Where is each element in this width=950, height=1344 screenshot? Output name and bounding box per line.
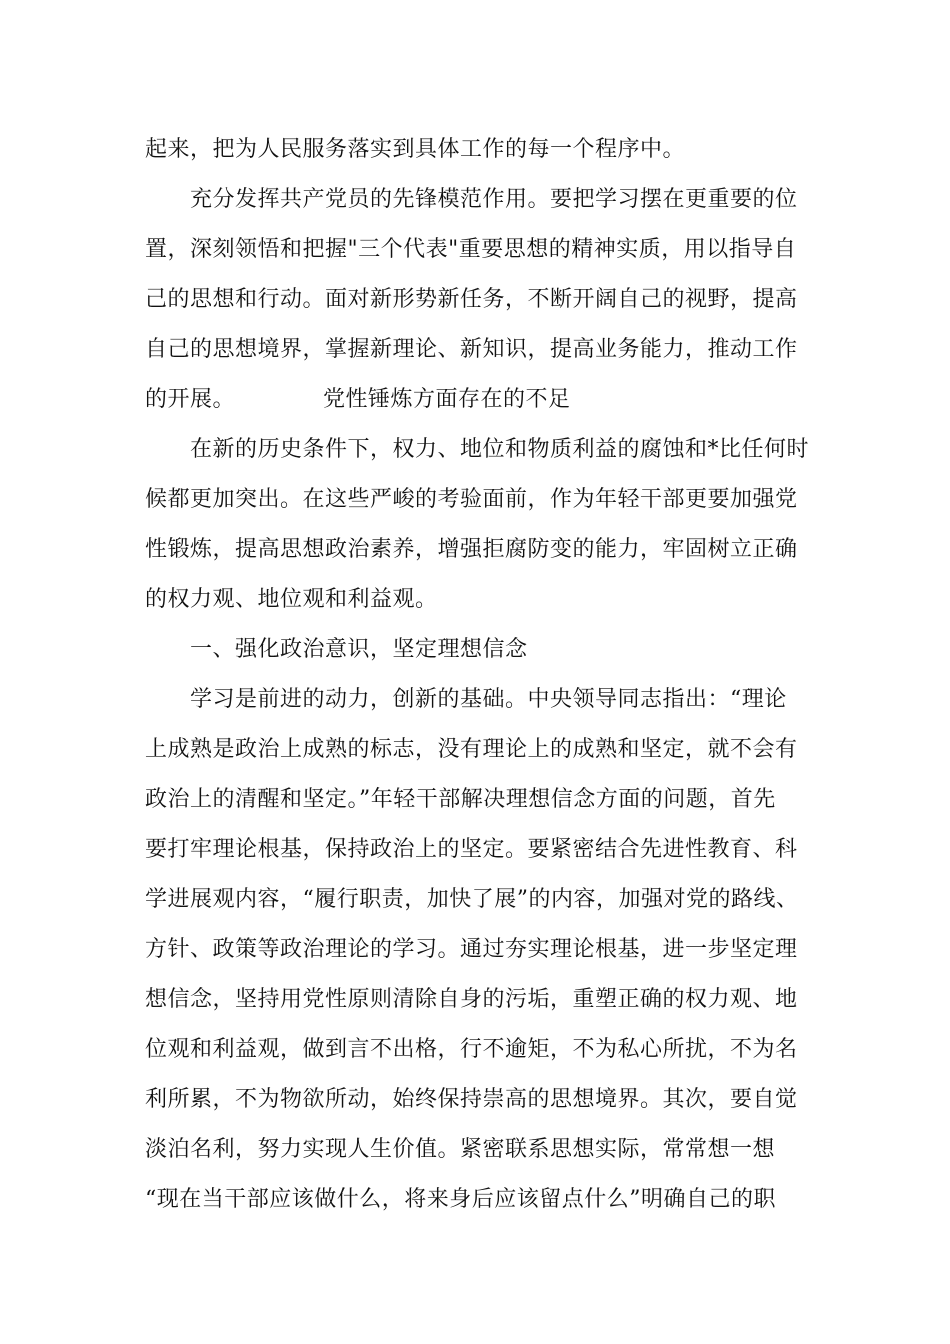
text-fragment: 的开展。 xyxy=(145,387,236,412)
text-line: 性锻炼，提高思想政治素养，增强拒腐防变的能力，牢固树立正确 xyxy=(145,537,798,562)
text-line: 位观和利益观，做到言不出格，行不逾矩，不为私心所扰，不为名 xyxy=(145,1037,798,1062)
text-line: 利所累，不为物欲所动，始终保持崇高的思想境界。其次，要自觉 xyxy=(145,1087,798,1112)
text-line: 上成熟是政治上成熟的标志，没有理论上的成熟和坚定，就不会有 xyxy=(145,737,798,762)
text-line: 自己的思想境界，掌握新理论、新知识，提高业务能力，推动工作 xyxy=(145,337,798,362)
text-line: 己的思想和行动。面对新形势新任务，不断开阔自己的视野，提高 xyxy=(145,287,798,312)
text-line: 淡泊名利，努力实现人生价值。紧密联系思想实际，常常想一想 xyxy=(145,1137,776,1162)
text-line: 置，深刻领悟和把握"三个代表"重要思想的精神实质，用以指导自 xyxy=(145,237,797,262)
text-line: “现在当干部应该做什么，将来身后应该留点什么”明确自己的职 xyxy=(145,1187,776,1212)
paragraph-start: 充分发挥共产党员的先锋模范作用。要把学习摆在更重要的位 xyxy=(190,187,798,212)
inline-heading: 党性锤炼方面存在的不足 xyxy=(323,387,571,412)
text-line: 方针、政策等政治理论的学习。通过夯实理论根基，进一步坚定理 xyxy=(145,937,798,962)
paragraph-start: 在新的历史条件下，权力、地位和物质利益的腐蚀和*比任何时 xyxy=(190,437,810,462)
paragraph-start: 学习是前进的动力，创新的基础。中央领导同志指出：“理论 xyxy=(190,687,787,712)
text-line: 起来，把为人民服务落实到具体工作的每一个程序中。 xyxy=(145,137,686,162)
text-line: 候都更加突出。在这些严峻的考验面前，作为年轻干部更要加强党 xyxy=(145,487,798,512)
text-line-with-heading xyxy=(145,380,825,420)
text-line: 政治上的清醒和坚定。”年轻干部解决理想信念方面的问题，首先 xyxy=(145,787,776,812)
text-line: 要打牢理论根基，保持政治上的坚定。要紧密结合先进性教育、科 xyxy=(145,837,798,862)
text-line: 想信念，坚持用党性原则清除自身的污垢，重塑正确的权力观、地 xyxy=(145,987,798,1012)
text-line: 的权力观、地位观和利益观。 xyxy=(145,587,438,612)
section-heading: 一、强化政治意识，坚定理想信念 xyxy=(190,637,528,662)
text-line: 学进展观内容，“履行职责，加快了展”的内容，加强对党的路线、 xyxy=(145,887,799,912)
